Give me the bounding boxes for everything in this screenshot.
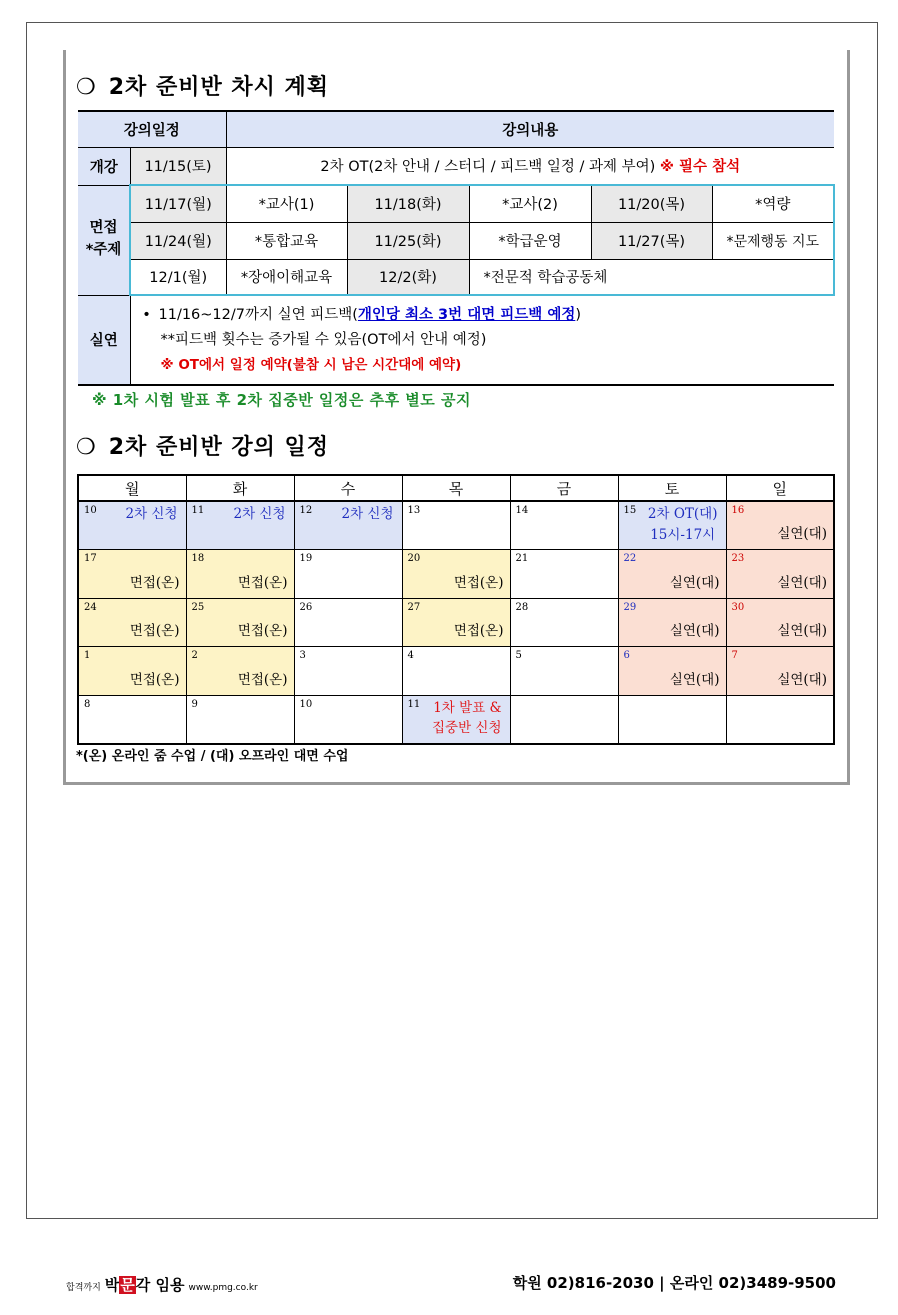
day-number: 30 [731, 601, 745, 613]
calendar-event [130, 573, 180, 594]
weekday-header: 월 [78, 475, 186, 501]
calendar-day-cell [510, 647, 618, 696]
event-text: 면접(온) [237, 623, 288, 640]
interview-date: 11/25(화) [347, 222, 469, 259]
calendar-event [341, 504, 393, 525]
day-number: 28 [515, 601, 529, 613]
weekday-header: 일 [726, 475, 834, 501]
calendar-day-cell [726, 501, 834, 550]
calendar-day-cell [294, 647, 402, 696]
interview-topic: *학급운영 [469, 222, 591, 259]
calendar-event [670, 573, 720, 594]
calendar-day-cell [726, 550, 834, 599]
opening-label: 개강 [78, 147, 130, 185]
day-number: 11 [191, 505, 205, 516]
calendar-day-cell [618, 695, 726, 744]
weekday-header: 토 [618, 475, 726, 501]
event-text: 면접(온) [129, 623, 180, 640]
day-number: 22 [623, 553, 637, 564]
day-number: 27 [407, 601, 421, 613]
day-number: 2 [191, 650, 198, 661]
calendar-event [777, 573, 827, 594]
day-number: 20 [407, 553, 421, 564]
calendar-day-cell [510, 501, 618, 550]
day-number: 16 [731, 505, 745, 516]
event-text: 실연(대) [669, 623, 720, 640]
bullet-icon: • [142, 306, 151, 323]
calendar-week-row [78, 647, 834, 696]
calendar-event [777, 524, 827, 545]
event-text: 2차 신청 [341, 506, 394, 522]
calendar-day-cell [402, 501, 510, 550]
day-number: 19 [299, 553, 313, 564]
calendar-day-cell [510, 550, 618, 599]
event-text: 실연(대) [669, 574, 720, 591]
weekday-header: 화 [186, 475, 294, 501]
calendar-event [432, 698, 502, 740]
calendar-day-cell [186, 598, 294, 647]
plan-table [78, 110, 835, 386]
interview-date: 12/1(월) [130, 259, 226, 295]
circle-bullet-icon: ❍ [76, 435, 97, 460]
brand-char: 임용 [155, 1276, 185, 1294]
interview-topic: *통합교육 [226, 222, 347, 259]
interview-date: 11/20(목) [591, 185, 712, 222]
event-text: 실연(대) [777, 671, 827, 688]
interview-topic: *교사(2) [469, 185, 591, 222]
event-text: 면접(온) [453, 574, 504, 591]
calendar-event [238, 573, 288, 594]
calendar-event [454, 621, 504, 642]
calendar-week-row [78, 598, 834, 647]
calendar-day-cell [78, 695, 186, 744]
footer-logo [66, 1274, 258, 1295]
day-number: 15 [623, 505, 637, 516]
interview-date: 12/2(화) [347, 259, 469, 295]
calendar-day-cell [726, 647, 834, 696]
calendar-week-row [78, 501, 834, 550]
calendar-event [238, 621, 288, 642]
header-content: 강의내용 [226, 111, 834, 147]
calendar-day-cell [186, 501, 294, 550]
footer-contact: 학원 02)816-2030 | 온라인 02)3489-9500 [512, 1274, 836, 1292]
calendar-day-cell [294, 598, 402, 647]
interview-date: 11/24(월) [130, 222, 226, 259]
opening-date: 11/15(토) [130, 147, 226, 185]
day-number: 4 [407, 650, 414, 661]
event-text: 실연(대) [669, 671, 720, 688]
calendar-event [777, 670, 827, 691]
calendar-event [648, 504, 718, 546]
event-text: 실연(대) [777, 623, 827, 640]
practice-line1-suffix: ) [575, 306, 582, 323]
interview-date: 11/17(월) [130, 185, 226, 222]
notice-text: ※ 1차 시험 발표 후 2차 집중반 일정은 추후 별도 공지 [92, 391, 471, 409]
practice-feedback-link: 개인당 최소 3번 대면 피드백 예정 [357, 306, 576, 323]
day-number: 9 [191, 698, 198, 710]
day-number: 7 [731, 650, 738, 661]
opening-note: ※ 필수 참석 [659, 159, 741, 176]
day-number: 8 [84, 698, 91, 710]
logo-prefix: 합격까지 [66, 1283, 101, 1293]
calendar-week-row [78, 695, 834, 744]
event-text: 면접(온) [453, 623, 504, 640]
calendar-day-cell [618, 598, 726, 647]
day-number: 10 [84, 505, 97, 516]
weekday-header: 수 [294, 475, 402, 501]
interview-label [78, 185, 130, 295]
event-text: 집중반 신청 [432, 720, 502, 737]
section-title-schedule [76, 430, 329, 461]
calendar-event [670, 670, 720, 691]
event-text: 1차 발표 & [433, 699, 502, 716]
day-number: 6 [623, 650, 630, 661]
calendar-day-cell [78, 550, 186, 599]
event-text: 면접(온) [129, 574, 180, 591]
day-number: 21 [515, 553, 529, 564]
header-schedule: 강의일정 [78, 111, 226, 147]
calendar-event [238, 670, 288, 691]
brand-char: 각 [135, 1276, 151, 1294]
practice-line2: **피드백 횟수는 증가될 수 있음(OT에서 안내 예정) [160, 332, 487, 349]
day-number: 10 [299, 698, 313, 710]
interview-topic: *교사(1) [226, 185, 347, 222]
interview-topic: *전문적 학습공동체 [469, 259, 834, 295]
section-title-text: 2차 준비반 강의 일정 [108, 435, 330, 460]
calendar-day-cell [726, 598, 834, 647]
calendar-event [454, 573, 504, 594]
circle-bullet-icon: ❍ [76, 75, 97, 100]
weekday-header: 금 [510, 475, 618, 501]
calendar-event [233, 504, 285, 525]
calendar-day-cell [402, 550, 510, 599]
brand-char: 문 [120, 1276, 135, 1294]
calendar-event [777, 621, 827, 642]
calendar-table [77, 474, 835, 745]
event-text: 실연(대) [777, 526, 827, 543]
practice-line3: ※ OT에서 일정 예약(불참 시 남은 시간대에 예약) [160, 356, 462, 373]
calendar-day-cell [294, 550, 402, 599]
day-number: 5 [515, 650, 522, 661]
day-number: 24 [84, 601, 97, 613]
day-number: 14 [515, 505, 529, 516]
brand-char: 박 [104, 1276, 120, 1294]
day-number: 17 [84, 553, 97, 564]
calendar-event [125, 504, 177, 525]
day-number: 26 [299, 601, 313, 613]
section-title-plan [76, 70, 329, 101]
interview-label-line1: 면접 [89, 220, 118, 237]
event-text: 면접(온) [237, 574, 288, 591]
calendar-day-cell [402, 647, 510, 696]
day-number: 1 [84, 650, 91, 661]
practice-line1-prefix: 11/16~12/7까지 실연 피드백( [158, 306, 358, 323]
calendar-day-cell [78, 501, 186, 550]
calendar-week-row [78, 550, 834, 599]
event-text: 실연(대) [777, 574, 827, 591]
calendar-day-cell [186, 647, 294, 696]
interview-topic: *장애이해교육 [226, 259, 347, 295]
calendar-day-cell [294, 501, 402, 550]
calendar-day-cell [78, 598, 186, 647]
event-text: 면접(온) [237, 671, 288, 688]
event-text: 2차 신청 [233, 506, 286, 522]
footnote: *(온) 온라인 줌 수업 / (대) 오프라인 대면 수업 [76, 749, 349, 764]
day-number: 3 [299, 650, 306, 661]
interview-label-line2: *주제 [85, 242, 122, 258]
brand-logo [105, 1274, 185, 1295]
day-number: 29 [623, 601, 637, 613]
calendar-day-cell [294, 695, 402, 744]
calendar-day-cell [618, 501, 726, 550]
event-text: 15시-17시 [650, 526, 716, 543]
calendar-day-cell [186, 695, 294, 744]
opening-content-cell [226, 147, 834, 185]
calendar-day-cell [402, 598, 510, 647]
day-number: 13 [407, 505, 421, 516]
calendar-day-cell [618, 550, 726, 599]
interview-date: 11/18(화) [347, 185, 469, 222]
calendar-event [130, 621, 180, 642]
calendar-day-cell [618, 647, 726, 696]
calendar-day-cell [78, 647, 186, 696]
day-number: 12 [299, 505, 313, 516]
day-number: 11 [407, 698, 421, 710]
calendar-day-cell [510, 598, 618, 647]
practice-content [130, 295, 834, 385]
day-number: 25 [191, 601, 205, 613]
event-text: 2차 OT(대) [647, 506, 718, 522]
interview-topic: *역량 [712, 185, 834, 222]
calendar-day-cell [186, 550, 294, 599]
practice-line1 [135, 303, 835, 328]
opening-content: 2차 OT(2차 안내 / 스터디 / 피드백 일정 / 과제 부여) [320, 159, 656, 176]
practice-label: 실연 [78, 295, 130, 385]
event-text: 2차 신청 [125, 506, 178, 522]
calendar-event [670, 621, 720, 642]
event-text: 면접(온) [129, 671, 180, 688]
calendar-day-cell [402, 695, 510, 744]
weekday-header: 목 [402, 475, 510, 501]
calendar-event [130, 670, 180, 691]
day-number: 18 [191, 553, 205, 564]
footer-url: www.pmg.co.kr [188, 1283, 258, 1293]
day-number: 23 [731, 553, 745, 564]
section-title-text: 2차 준비반 차시 계획 [108, 75, 330, 100]
calendar-day-cell [726, 695, 834, 744]
calendar-day-cell [510, 695, 618, 744]
interview-topic: *문제행동 지도 [712, 222, 834, 259]
interview-date: 11/27(목) [591, 222, 712, 259]
